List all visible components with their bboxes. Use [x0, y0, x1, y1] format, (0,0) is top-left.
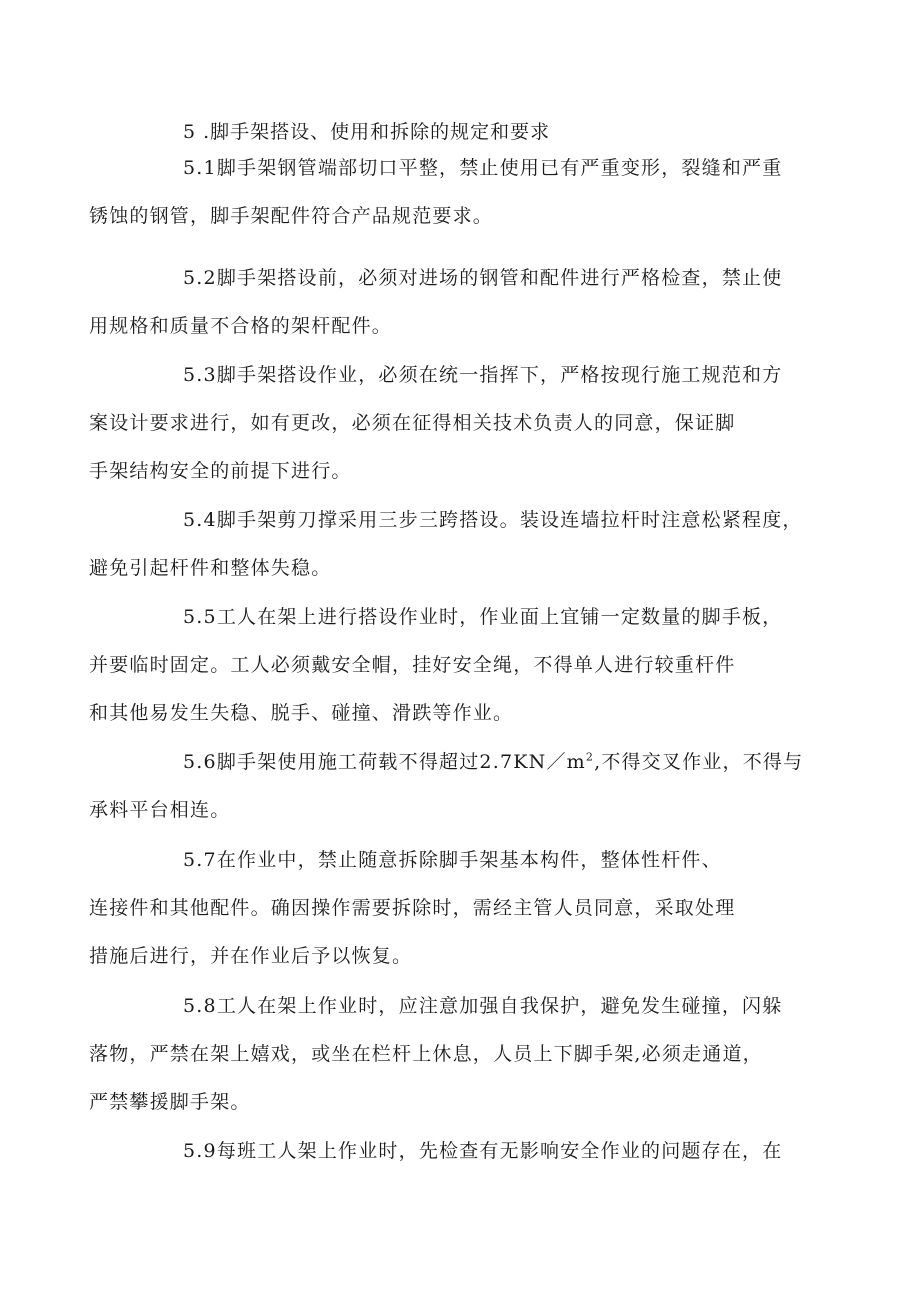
paragraph-5-3	[89, 351, 792, 495]
load-text-after: ,不得交叉作业，不得与	[594, 751, 804, 773]
paragraph-line: 5.3脚手架搭设作业，必须在统一指挥下，严格按现行施工规范和方	[183, 364, 783, 386]
paragraph-line: 锈蚀的钢管，脚手架配件符合产品规范要求。	[89, 205, 494, 227]
paragraph-line: 和其他易发生失稳、脱手、碰撞、滑跌等作业。	[89, 702, 514, 724]
paragraph-line: 并要临时固定。工人必须戴安全帽，挂好安全绳，不得单人进行较重杆件	[89, 654, 736, 676]
paragraph-5-1	[89, 144, 792, 240]
paragraph-line: 5.7在作业中，禁止随意拆除脚手架基本构件，整体性杆件、	[183, 849, 722, 871]
paragraph-line: 承料平台相连。	[89, 799, 231, 821]
paragraph-line	[136, 738, 804, 786]
paragraph-5-5	[89, 593, 792, 737]
paragraph-line: 5.1脚手架钢管端部切口平整，禁止使用已有严重变形，裂缝和严重	[183, 157, 783, 179]
paragraph-line: 避免引起杆件和整体失稳。	[89, 557, 332, 579]
paragraph-line: 落物，严禁在架上嬉戏，或坐在栏杆上休息，人员上下脚手架,必须走通道，	[89, 1043, 763, 1065]
paragraph-line: 5.8工人在架上作业时，应注意加强自我保护，避免发生碰撞，闪躲	[183, 995, 783, 1017]
paragraph-line: 案设计要求进行，如有更改，必须在征得相关技术负责人的同意，保证脚	[89, 412, 736, 434]
paragraph-line: 手架结构安全的前提下进行。	[89, 460, 352, 482]
paragraph-line: 5.2脚手架搭设前，必须对进场的钢管和配件进行严格检查，禁止使	[183, 267, 783, 289]
load-text-before: 5.6脚手架使用施工荷载不得超过2.7KN／m	[183, 751, 586, 773]
paragraph-5-2	[89, 254, 792, 350]
paragraph-line: 5.9每班工人架上作业时，先检查有无影响安全作业的问题存在，在	[183, 1140, 783, 1162]
paragraph-line: 5.4脚手架剪刀撑采用三步三跨搭设。装设连墙拉杆时注意松紧程度，	[183, 509, 803, 531]
paragraph-5-4	[89, 496, 803, 592]
section-heading: 5 .脚手架搭设、使用和拆除的规定和要求	[183, 121, 551, 143]
unit-superscript: 2	[585, 750, 595, 764]
paragraph-5-7	[89, 836, 792, 980]
paragraph-5-9	[136, 1127, 792, 1175]
paragraph-line: 严禁攀援脚手架。	[89, 1091, 251, 1113]
paragraph-line: 5.5工人在架上进行搭设作业时，作业面上宜铺一定数量的脚手板，	[183, 606, 783, 628]
paragraph-5-6	[89, 738, 804, 834]
paragraph-5-8	[89, 982, 792, 1126]
paragraph-line: 用规格和质量不合格的架杆配件。	[89, 315, 393, 337]
paragraph-line: 措施后进行，并在作业后予以恢复。	[89, 945, 413, 967]
paragraph-line: 连接件和其他配件。确因操作需要拆除时，需经主管人员同意，采取处理	[89, 897, 736, 919]
